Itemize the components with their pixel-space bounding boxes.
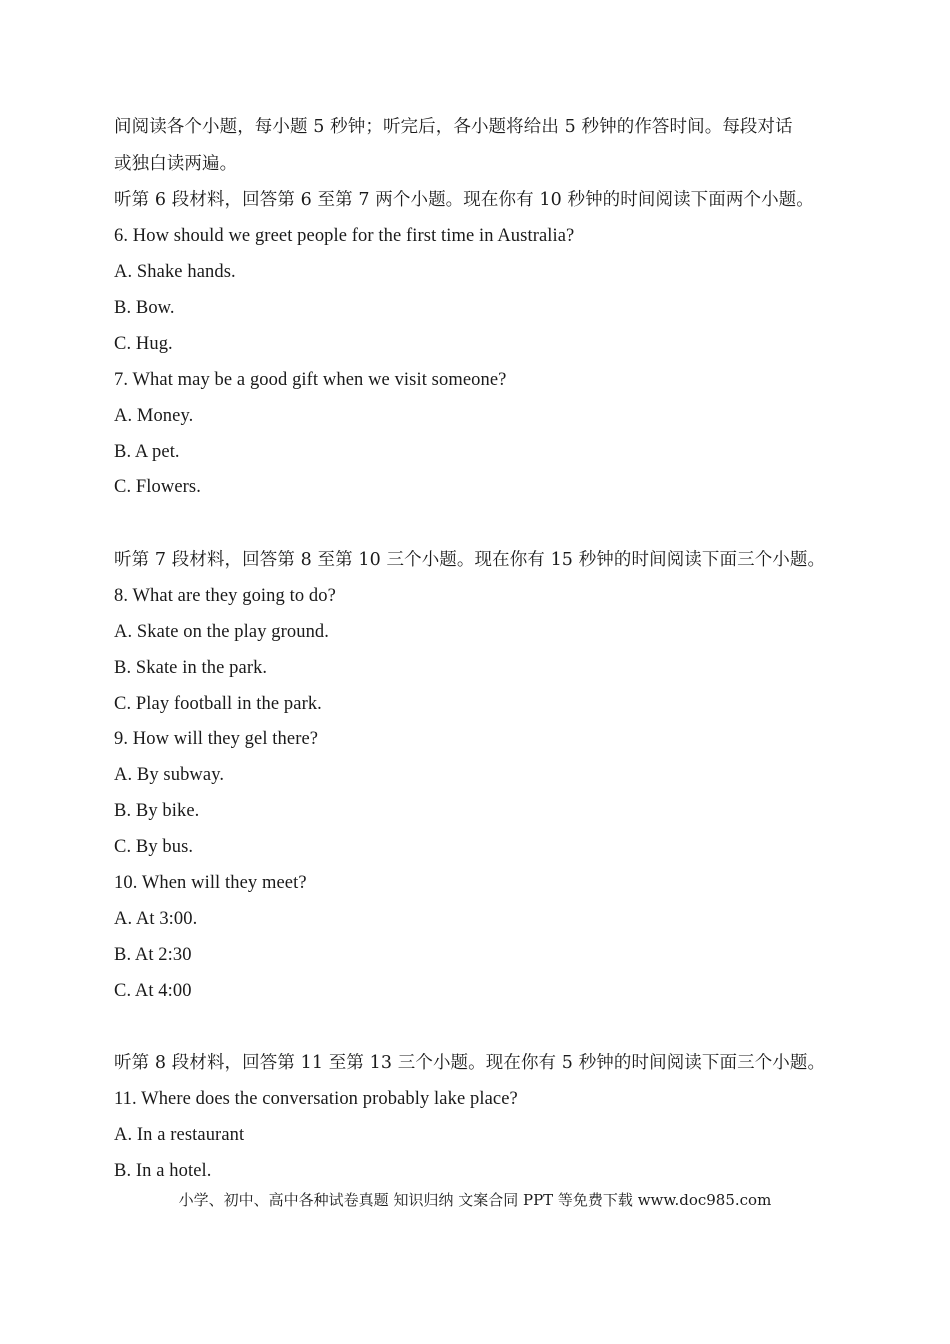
question-11-option-b: B. In a hotel. bbox=[114, 1161, 212, 1181]
question-8-option-a: A. Skate on the play ground. bbox=[114, 622, 329, 642]
question-10-option-b: B. At 2:30 bbox=[114, 945, 192, 965]
section-6-instruction: 听第 6 段材料，回答第 6 至第 7 两个小题。现在你有 10 秒钟的时间阅读下面两个小题。 bbox=[114, 190, 814, 210]
intro-line-1: 间阅读各个小题，每小题 5 秒钟；听完后，各小题将给出 5 秒钟的作答时间。每段对话 bbox=[114, 117, 793, 137]
question-9-option-c: C. By bus. bbox=[114, 837, 194, 857]
question-7-stem: 7. What may be a good gift when we visit someone? bbox=[114, 370, 507, 390]
question-10-stem: 10. When will they meet? bbox=[114, 873, 307, 893]
question-6-option-b: B. Bow. bbox=[114, 298, 175, 318]
question-11-option-a: A. In a restaurant bbox=[114, 1125, 245, 1145]
page-footer: 小学、初中、高中各种试卷真题 知识归纳 文案合同 PPT 等免费下载 www.doc985.com bbox=[178, 1191, 772, 1209]
question-10-option-c: C. At 4:00 bbox=[114, 981, 192, 1001]
question-6-stem: 6. How should we greet people for the first time in Australia? bbox=[114, 226, 575, 246]
question-7-option-b: B. A pet. bbox=[114, 442, 180, 462]
question-10-option-a: A. At 3:00. bbox=[114, 909, 198, 929]
question-11-stem: 11. Where does the conversation probably lake place? bbox=[114, 1089, 518, 1109]
question-9-option-b: B. By bike. bbox=[114, 801, 200, 821]
question-8-option-c: C. Play football in the park. bbox=[114, 694, 322, 714]
question-6-option-c: C. Hug. bbox=[114, 334, 173, 354]
section-7-instruction: 听第 7 段材料，回答第 8 至第 10 三个小题。现在你有 15 秒钟的时间阅读下面三个小题。 bbox=[114, 550, 826, 570]
question-7-option-c: C. Flowers. bbox=[114, 477, 201, 497]
section-8-instruction: 听第 8 段材料，回答第 11 至第 13 三个小题。现在你有 5 秒钟的时间阅读下面三个小题。 bbox=[114, 1053, 826, 1073]
question-8-option-b: B. Skate in the park. bbox=[114, 658, 268, 678]
question-7-option-a: A. Money. bbox=[114, 406, 194, 426]
question-9-option-a: A. By subway. bbox=[114, 765, 225, 785]
question-9-stem: 9. How will they gel there? bbox=[114, 729, 319, 749]
question-6-option-a: A. Shake hands. bbox=[114, 262, 236, 282]
question-8-stem: 8. What are they going to do? bbox=[114, 586, 336, 606]
intro-line-2: 或独白读两遍。 bbox=[114, 154, 238, 174]
